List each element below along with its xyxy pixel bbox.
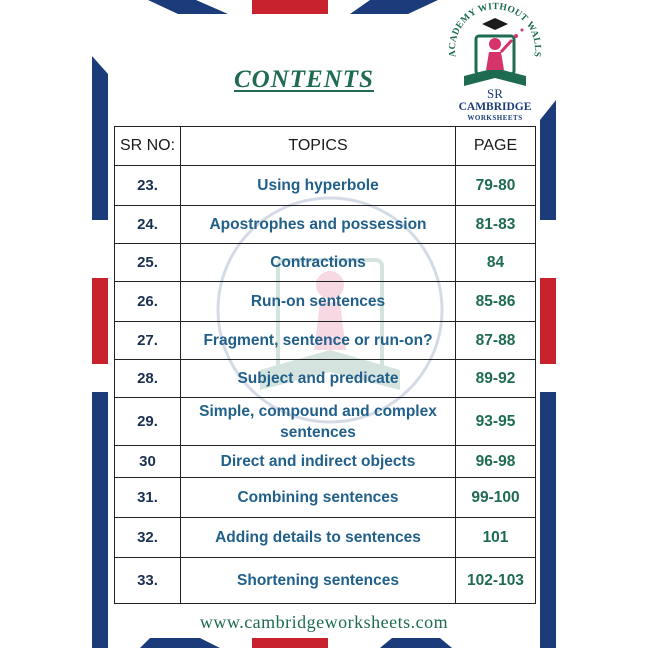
row-page: 85-86: [456, 282, 536, 322]
row-page: 79-80: [456, 166, 536, 206]
table-row: [115, 360, 536, 398]
row-topic: Adding details to sentences: [181, 518, 456, 558]
contents-table: [114, 126, 536, 604]
website-url: www.cambridgeworksheets.com: [199, 612, 449, 632]
table-row: [115, 518, 536, 558]
row-page: 99-100: [456, 478, 536, 518]
row-topic: Direct and indirect objects: [181, 446, 456, 478]
table-row: [115, 282, 536, 322]
row-sr-no: 31.: [115, 478, 181, 518]
row-sr-no: 28.: [115, 360, 181, 398]
brand-name: [440, 102, 550, 124]
header-page: PAGE: [456, 127, 536, 166]
row-page: 81-83: [456, 206, 536, 244]
row-topic: Simple, compound and complex sentences: [181, 398, 456, 446]
row-sr-no: 29.: [115, 398, 181, 446]
table-row: [115, 322, 536, 360]
row-sr-no: 25.: [115, 244, 181, 282]
svg-text:SR: SR: [487, 86, 503, 101]
row-page: 101: [456, 518, 536, 558]
row-topic: Subject and predicate: [181, 360, 456, 398]
row-topic: Run-on sentences: [181, 282, 456, 322]
row-page: 84: [456, 244, 536, 282]
table-header-row: [115, 127, 536, 166]
brand-subtitle: WORKSHEETS: [467, 114, 523, 122]
table-row: [115, 166, 536, 206]
svg-text:ACADEMY WITHOUT WALLS: ACADEMY WITHOUT WALLS: [447, 2, 543, 58]
table-row: [115, 478, 536, 518]
table-row: [115, 398, 536, 446]
row-topic: Using hyperbole: [181, 166, 456, 206]
row-page: 96-98: [456, 446, 536, 478]
row-sr-no: 32.: [115, 518, 181, 558]
brand-title: CAMBRIDGE: [458, 101, 532, 113]
row-topic: Combining sentences: [181, 478, 456, 518]
header-topics: TOPICS: [181, 127, 456, 166]
row-sr-no: 30: [115, 446, 181, 478]
table-row: [115, 558, 536, 604]
row-page: 102-103: [456, 558, 536, 604]
row-topic: Shortening sentences: [181, 558, 456, 604]
row-topic: Fragment, sentence or run-on?: [181, 322, 456, 360]
row-page: 87-88: [456, 322, 536, 360]
row-sr-no: 26.: [115, 282, 181, 322]
table-row: [115, 206, 536, 244]
header-sr-no: SR NO:: [115, 127, 181, 166]
row-sr-no: 23.: [115, 166, 181, 206]
page-title: CONTENTS: [234, 66, 374, 93]
row-topic: Contractions: [181, 244, 456, 282]
row-topic: Apostrophes and possession: [181, 206, 456, 244]
row-page: 89-92: [456, 360, 536, 398]
row-sr-no: 27.: [115, 322, 181, 360]
row-sr-no: 33.: [115, 558, 181, 604]
row-page: 93-95: [456, 398, 536, 446]
row-sr-no: 24.: [115, 206, 181, 244]
table-row: [115, 244, 536, 282]
table-row: [115, 446, 536, 478]
